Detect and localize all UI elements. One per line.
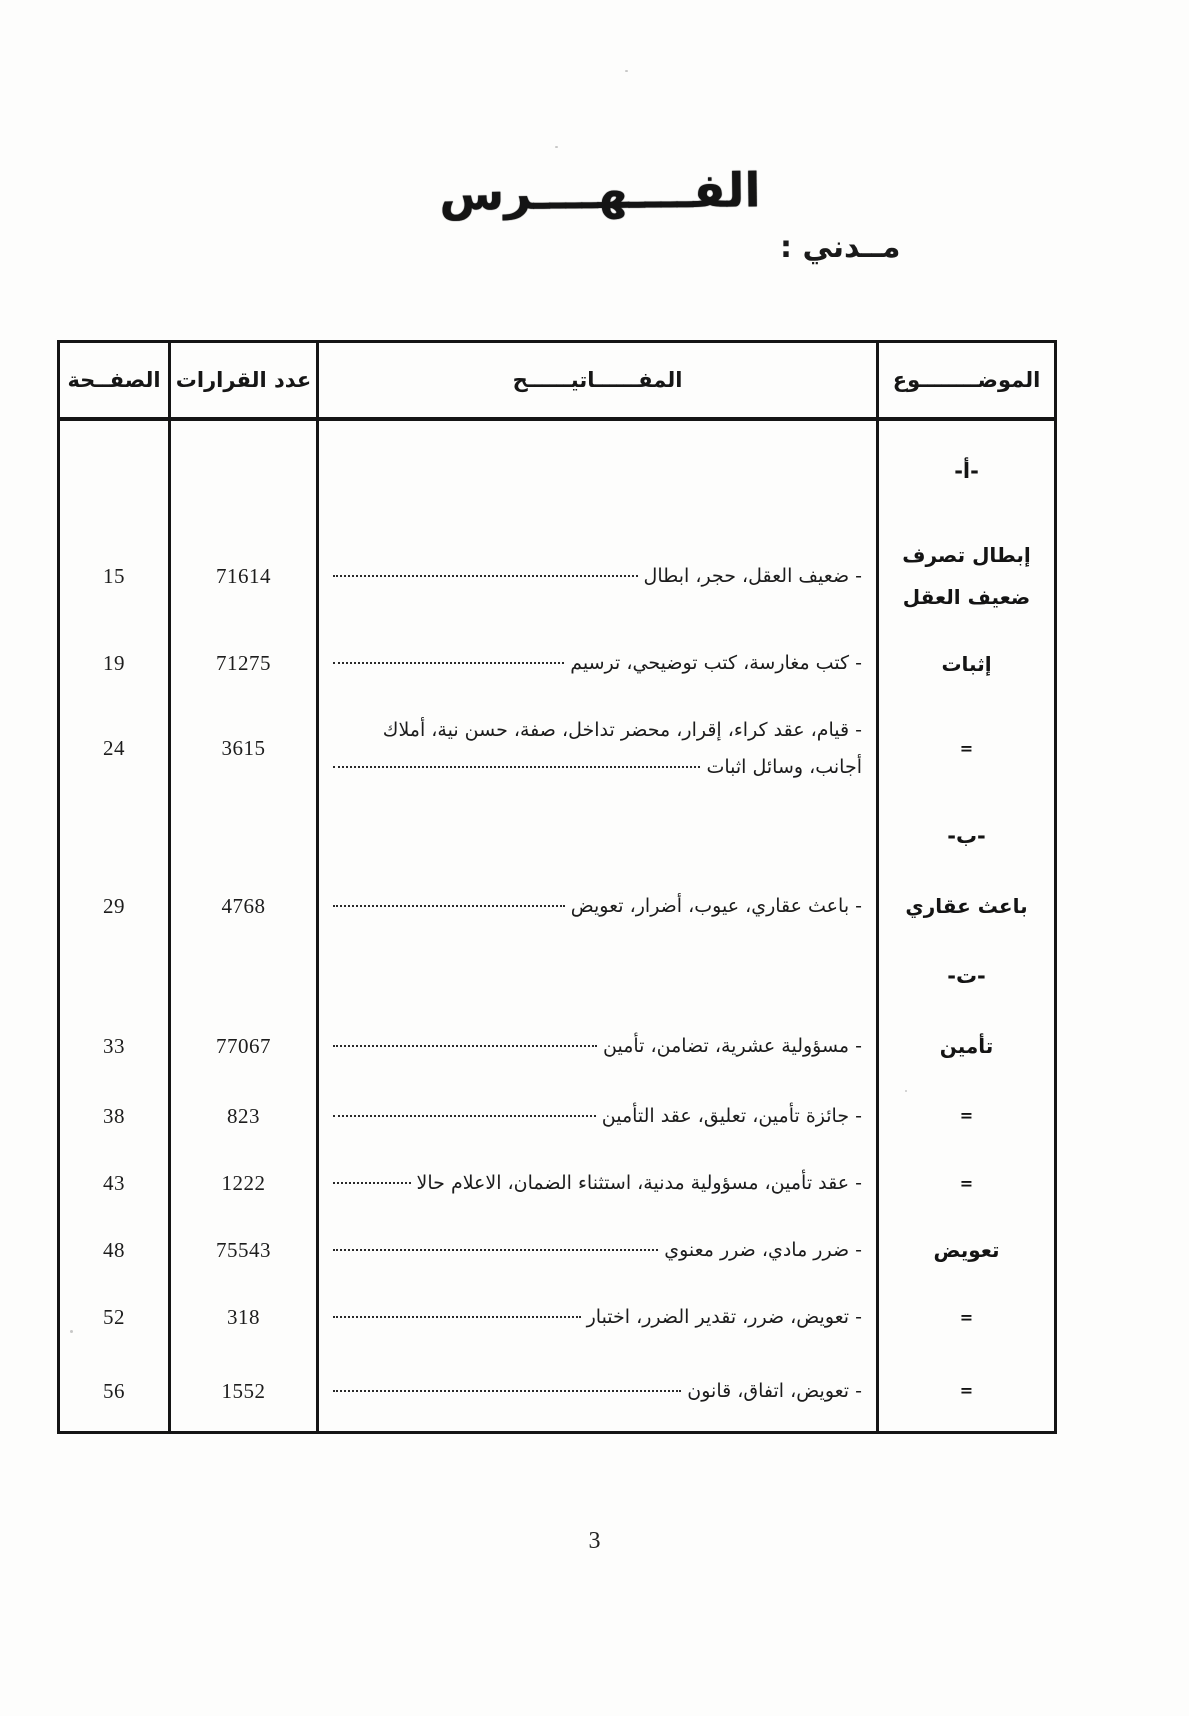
decisions-cell: [168, 421, 316, 521]
dotted-leader: [333, 1249, 658, 1251]
document-title: الفــــهــــرس: [439, 163, 761, 222]
page-value: 29: [103, 893, 125, 918]
section-heading-civil: مــدني :: [780, 230, 901, 265]
table-row: [60, 631, 1054, 696]
keys-cell: [316, 1216, 876, 1284]
section-row: [60, 421, 1054, 521]
page-cell: [60, 1081, 168, 1151]
table-row: [60, 1151, 1054, 1216]
subject-text: تأمين: [939, 1034, 994, 1058]
keys-text: - مسؤولية عشرية، تضامن، تأمين: [603, 1034, 862, 1057]
keys-line: [329, 888, 862, 924]
decisions-cell: [168, 1011, 316, 1081]
keys-cell: [316, 1284, 876, 1351]
dotted-leader: [333, 1316, 581, 1318]
keys-cell: [316, 696, 876, 801]
keys-text: - قيام، عقد كراء، إقرار، محضر تداخل، صفة، حسن نية، أملاك: [382, 719, 862, 742]
dotted-leader: [333, 1182, 411, 1184]
page-cell: [60, 1216, 168, 1284]
keys-cell: [316, 941, 876, 1011]
subject-cell: [876, 631, 1054, 696]
keys-line: [329, 1373, 862, 1409]
subject-cell: [876, 1011, 1054, 1081]
header-decisions-column: عدد القرارات: [168, 343, 316, 417]
keys-line: [329, 1299, 862, 1335]
ditto-mark: =: [959, 738, 974, 758]
section-row: [60, 801, 1054, 871]
decisions-cell: [168, 941, 316, 1011]
keys-cell: [316, 421, 876, 521]
keys-line: [329, 1028, 862, 1064]
subject-cell: [876, 1151, 1054, 1216]
subject-cell: [876, 1081, 1054, 1151]
keys-cell: [316, 1081, 876, 1151]
section-letter: -ت-: [947, 963, 986, 988]
keys-cell: [316, 871, 876, 941]
page-value: 15: [103, 563, 125, 588]
ditto-mark: =: [959, 1307, 974, 1327]
subject-cell: [876, 1351, 1054, 1431]
subject-text: إثبات: [941, 651, 992, 676]
scan-speck: [625, 70, 628, 72]
page-value: 24: [103, 736, 125, 760]
keys-text: - جائزة تأمين، تعليق، عقد التأمين: [601, 1104, 862, 1127]
subject-cell: [876, 1216, 1054, 1284]
keys-text: - كتب مغارسة، كتب توضيحي، ترسيم: [570, 652, 862, 675]
keys-cell: [316, 801, 876, 871]
header-subject-column: الموضــــــــوع: [876, 343, 1054, 417]
page-cell: [60, 1151, 168, 1216]
page-cell: [60, 696, 168, 801]
keys-line: [329, 645, 862, 681]
table-row: [60, 521, 1054, 631]
page-cell: [60, 421, 168, 521]
subject-text: تعويض: [933, 1238, 1000, 1262]
page-value: 38: [103, 1103, 125, 1128]
ditto-mark: =: [959, 1106, 974, 1126]
subject-cell: [876, 871, 1054, 941]
keys-text: - ضعيف العقل، حجر، ابطال: [643, 564, 862, 587]
decisions-value: 1222: [221, 1171, 266, 1195]
keys-line: [329, 1165, 862, 1201]
keys-line: [329, 1232, 862, 1268]
page-value: 48: [103, 1237, 125, 1262]
decisions-value: 4768: [221, 893, 266, 918]
dotted-leader: [333, 1115, 596, 1117]
table-row: [60, 1284, 1054, 1351]
scan-speck: [70, 1330, 73, 1333]
subject-text: ضعيف العقل: [902, 585, 1031, 609]
decisions-value: 77067: [216, 1033, 271, 1058]
decisions-cell: [168, 1216, 316, 1284]
decisions-cell: [168, 1284, 316, 1351]
page-cell: [60, 1284, 168, 1351]
subject-text: باعث عقاري: [905, 894, 1028, 918]
header-page-column: الصفــحة: [67, 368, 161, 392]
decisions-value: 3615: [221, 736, 266, 760]
keys-text: - ضرر مادي، ضرر معنوي: [664, 1238, 862, 1261]
table-row: [60, 1216, 1054, 1284]
decisions-cell: [168, 521, 316, 631]
subject-cell: [876, 421, 1054, 521]
index-table: [57, 340, 1057, 1434]
subject-cell: [876, 521, 1054, 631]
table-row: [60, 696, 1054, 801]
keys-cell: [316, 1011, 876, 1081]
decisions-cell: [168, 1351, 316, 1431]
page-cell: [60, 631, 168, 696]
decisions-value: 71614: [216, 563, 271, 588]
dotted-leader: [333, 905, 565, 907]
scan-speck: [905, 1090, 907, 1092]
subject-cell: [876, 941, 1054, 1011]
page-cell: [60, 521, 168, 631]
page-cell: [60, 1351, 168, 1431]
keys-text: - باعث عقاري، عيوب، أضرار، تعويض: [570, 894, 862, 917]
decisions-value: 1552: [221, 1378, 266, 1403]
table-row: [60, 1351, 1054, 1431]
decisions-value: 318: [227, 1305, 260, 1329]
page-number: 3: [588, 1528, 601, 1554]
dotted-leader: [333, 575, 638, 577]
section-letter: -أ-: [954, 458, 979, 483]
keys-cell: [316, 1151, 876, 1216]
page-cell: [60, 801, 168, 871]
decisions-cell: [168, 696, 316, 801]
keys-cell: [316, 521, 876, 631]
subject-cell: [876, 1284, 1054, 1351]
page-cell: [60, 871, 168, 941]
section-letter: -ب-: [947, 823, 986, 848]
keys-line: [329, 1098, 862, 1134]
keys-cell: [316, 1351, 876, 1431]
section-row: [60, 941, 1054, 1011]
decisions-cell: [168, 1151, 316, 1216]
table-header-row: [60, 343, 1054, 421]
page-value: 43: [103, 1171, 125, 1195]
dotted-leader: [333, 766, 700, 768]
page-value: 52: [103, 1305, 125, 1329]
page-value: 33: [103, 1033, 125, 1058]
decisions-cell: [168, 1081, 316, 1151]
keys-line: [329, 749, 862, 785]
page-value: 19: [103, 651, 125, 675]
decisions-value: 71275: [216, 651, 271, 675]
table-row: [60, 871, 1054, 941]
page-cell: [60, 1011, 168, 1081]
ditto-mark: =: [959, 1381, 974, 1401]
subject-text: إبطال تصرف: [902, 543, 1031, 567]
keys-text: أجانب، وسائل اثبات: [706, 755, 862, 778]
decisions-value: 823: [227, 1103, 260, 1128]
scan-speck: [555, 146, 558, 148]
keys-line: [329, 558, 862, 594]
keys-text: - عقد تأمين، مسؤولية مدنية، استثناء الضمان، الاعلام حالا: [416, 1172, 862, 1195]
decisions-cell: [168, 631, 316, 696]
subject-cell: [876, 801, 1054, 871]
decisions-value: 75543: [216, 1237, 271, 1262]
keys-text: - تعويض، ضرر، تقدير الضرر، اختبار: [586, 1306, 862, 1329]
dotted-leader: [333, 1390, 681, 1392]
decisions-cell: [168, 801, 316, 871]
page-value: 56: [103, 1378, 125, 1403]
page-cell: [60, 941, 168, 1011]
ditto-mark: =: [959, 1173, 974, 1193]
keys-line: [329, 712, 862, 748]
table-row: [60, 1011, 1054, 1081]
dotted-leader: [333, 1045, 597, 1047]
table-body: [60, 421, 1054, 1431]
keys-cell: [316, 631, 876, 696]
header-keys-column: المفــــــاتيــــــح: [316, 343, 876, 417]
subject-cell: [876, 696, 1054, 801]
dotted-leader: [333, 662, 564, 664]
keys-text: - تعويض، اتفاق، قانون: [687, 1379, 862, 1402]
decisions-cell: [168, 871, 316, 941]
